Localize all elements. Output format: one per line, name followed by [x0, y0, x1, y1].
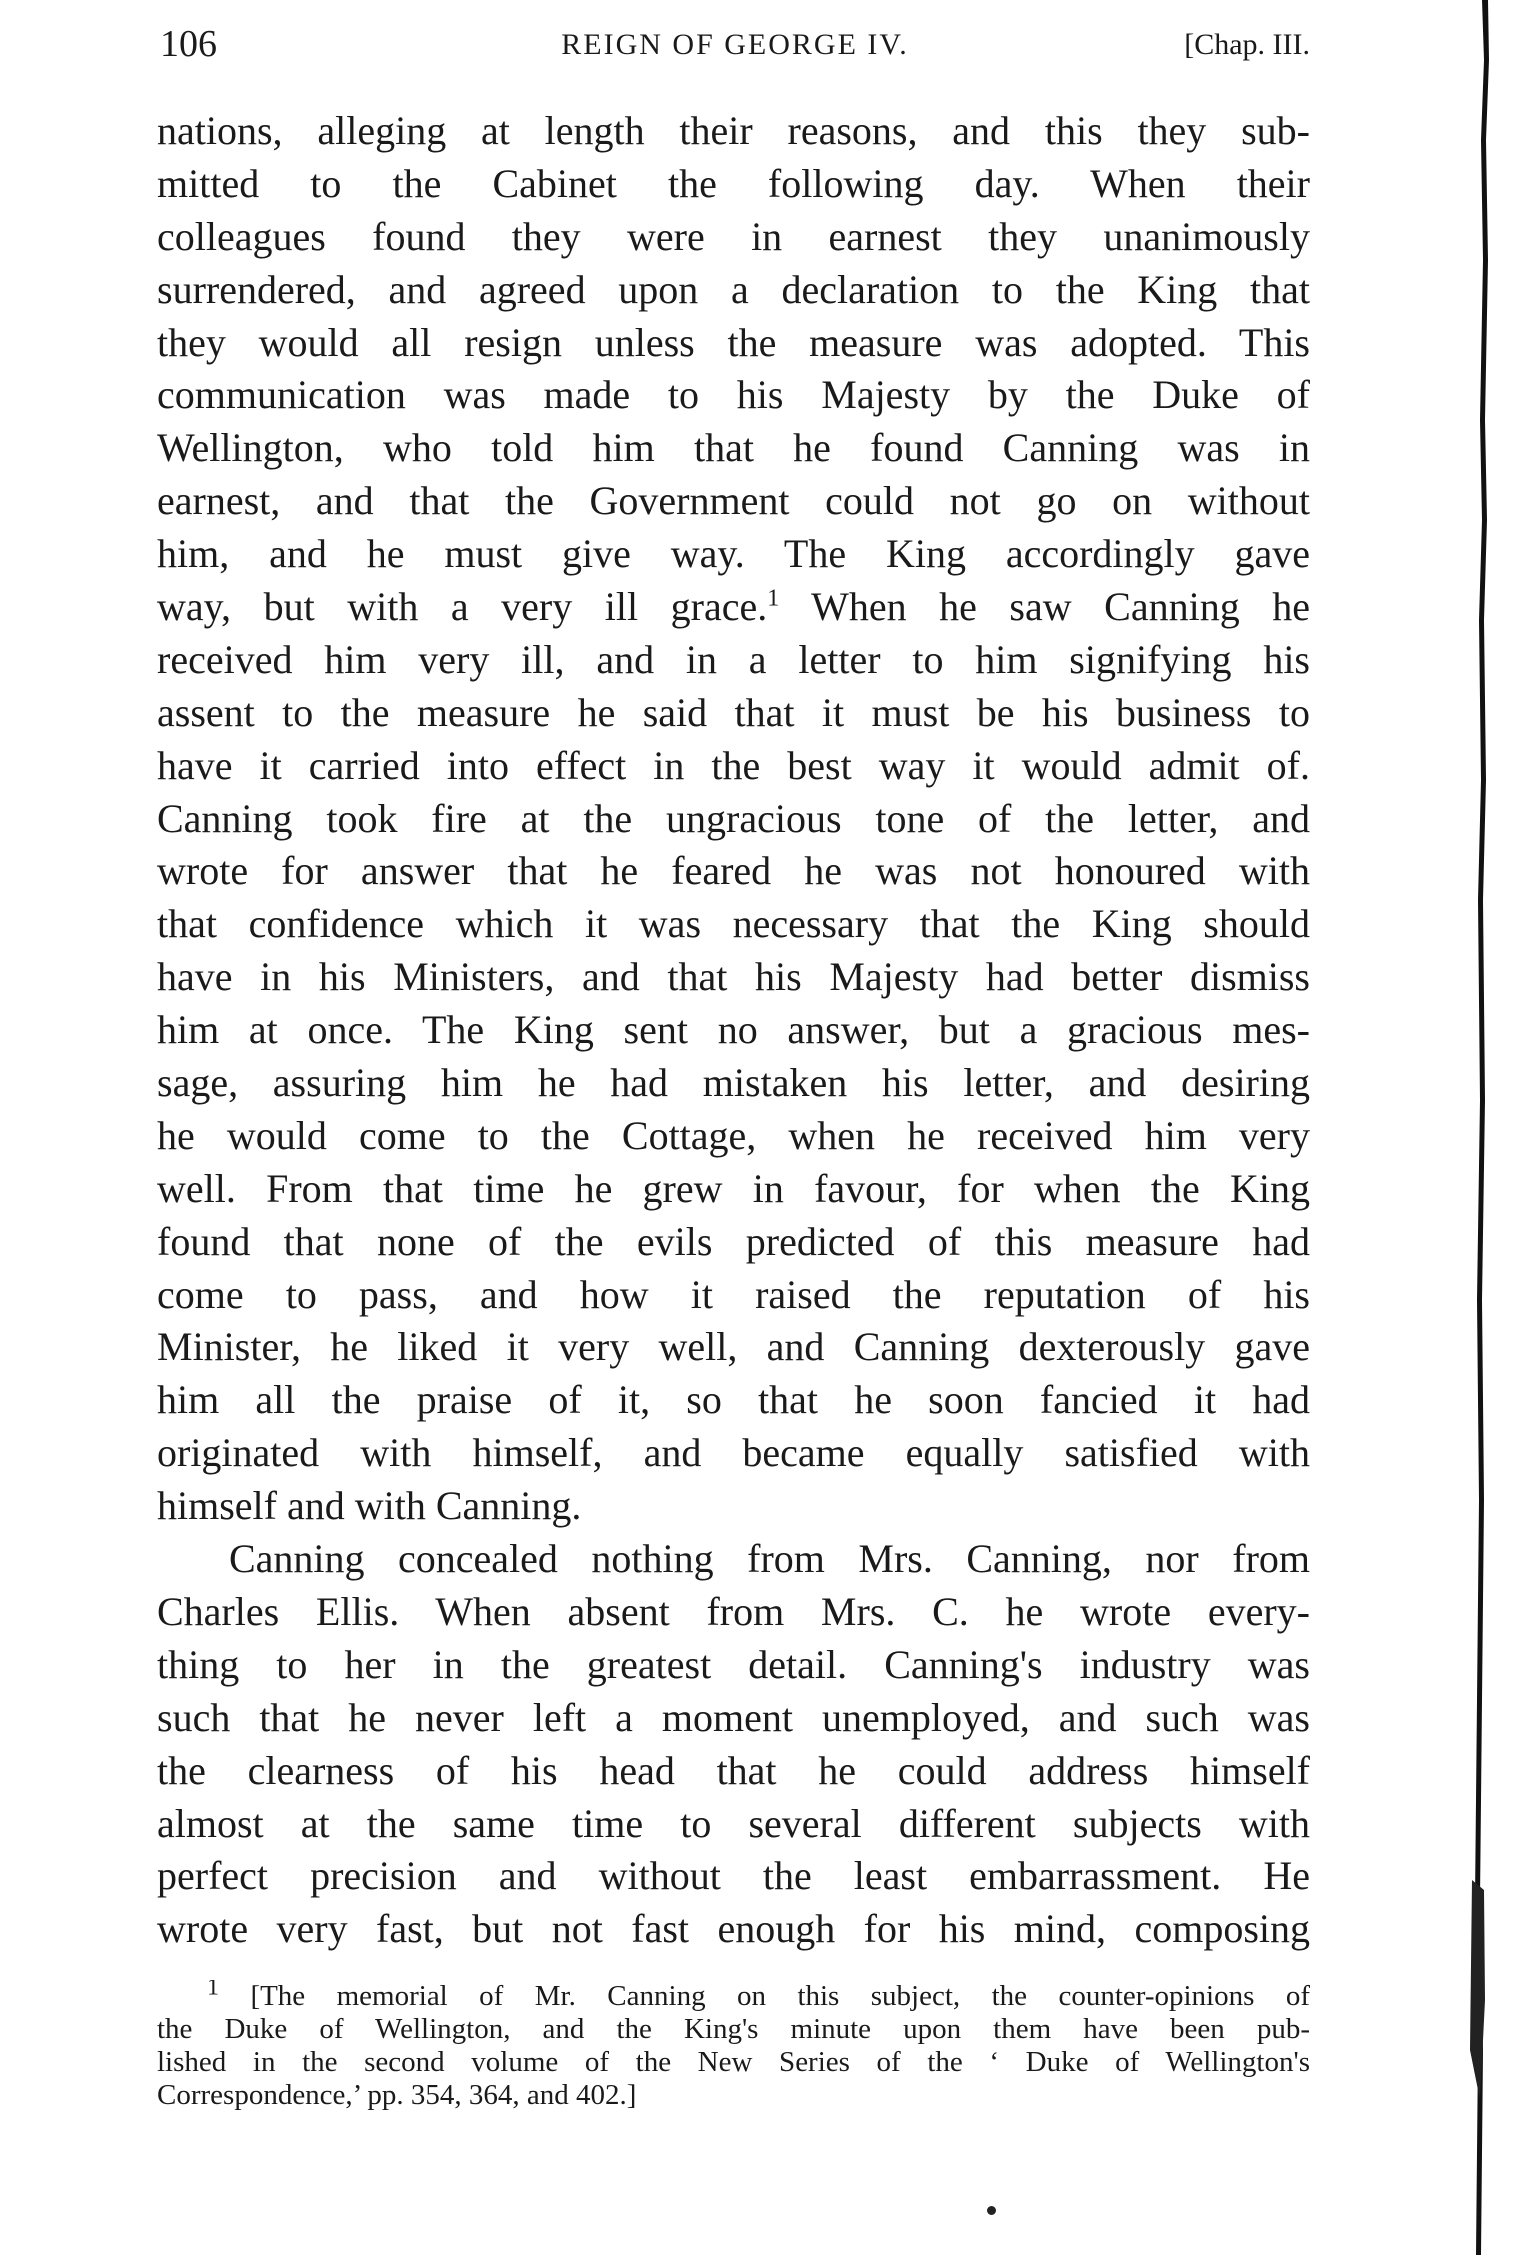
footnote [157, 1980, 1310, 2112]
ink-speck [987, 2206, 996, 2215]
text-line: sage, assuring him he had mistaken his letter, and desiring [157, 1060, 1310, 1106]
text-line: have it carried into effect in the best way it would admit of. [157, 742, 1310, 788]
text-line: come to pass, and how it raised the reputation of his [157, 1271, 1310, 1317]
text-line: have in his Ministers, and that his Majesty had better dismiss [157, 954, 1310, 1000]
text-line: they would all resign unless the measure was adopted. This [157, 319, 1310, 365]
text-line: nations, alleging at length their reasons, and this they sub- [157, 108, 1310, 153]
text-line: well. From that time he grew in favour, for when the King [157, 1165, 1310, 1211]
chapter-label: [Chap. III. [1184, 28, 1310, 61]
text-line: himself and with Canning. [157, 1483, 582, 1529]
footnote-line: lished in the second volume of the New Series of the ‘ Duke of Wellington's [157, 2046, 1310, 2078]
text-line: almost at the same time to several different subjects with [157, 1800, 1310, 1846]
text-line-with-footnote-ref [157, 581, 1310, 634]
footnote-marker: 1 [207, 1980, 219, 2001]
text-line: earnest, and that the Government could not go on without [157, 478, 1310, 524]
running-header [160, 22, 1310, 82]
text-line: Canning concealed nothing from Mrs. Canning, nor from [229, 1536, 1310, 1582]
text-line: such that he never left a moment unemployed, and such was [157, 1694, 1310, 1740]
text-line: wrote very fast, but not fast enough for his mind, composing [157, 1906, 1310, 1952]
text-line: Canning took fire at the ungracious tone of the letter, and [157, 795, 1310, 841]
text-line: found that none of the evils predicted of this measure had [157, 1218, 1310, 1264]
text-line: surrendered, and agreed upon a declaration to the King that [157, 266, 1310, 312]
text-line: originated with himself, and became equally satisfied with [157, 1430, 1310, 1476]
text-line: that confidence which it was necessary that the King should [157, 901, 1310, 947]
main-text [157, 105, 1310, 1956]
text-line: the clearness of his head that he could address himself [157, 1747, 1310, 1793]
text-line: received him very ill, and in a letter to him signifying his [157, 636, 1310, 682]
footnote-line: the Duke of Wellington, and the King's minute upon them have been pub- [157, 2013, 1310, 2045]
text-line: him at once. The King sent no answer, but a gracious mes- [157, 1007, 1310, 1053]
running-title: REIGN OF GEORGE IV. [561, 28, 909, 61]
footnote-text: [The memorial of Mr. Canning on this subject, the counter-opinions of [250, 1980, 1310, 2012]
text-line: colleagues found they were in earnest they unanimously [157, 213, 1310, 259]
text-line: Charles Ellis. When absent from Mrs. C. he wrote every- [157, 1588, 1310, 1634]
text-line: him, and he must give way. The King accordingly gave [157, 531, 1310, 577]
text-segment: When he saw Canning he [779, 584, 1310, 630]
text-segment: way, but with a very ill grace. [157, 584, 768, 630]
text-line: communication was made to his Majesty by the Duke of [157, 372, 1310, 418]
text-line: him all the praise of it, so that he soon fancied it had [157, 1377, 1310, 1423]
text-line: mitted to the Cabinet the following day. When their [157, 160, 1310, 206]
text-line: assent to the measure he said that it must be his business to [157, 689, 1310, 735]
page-number: 106 [160, 23, 217, 65]
text-line: he would come to the Cottage, when he received him very [157, 1112, 1310, 1158]
text-line: wrote for answer that he feared he was not honoured with [157, 848, 1310, 894]
text-line: perfect precision and without the least embarrassment. He [157, 1853, 1310, 1899]
page-binding-edge [1458, 0, 1498, 2255]
text-line: Minister, he liked it very well, and Canning dexterously gave [157, 1324, 1310, 1370]
footnote-line [157, 1980, 1310, 2013]
footnote-reference: 1 [767, 585, 780, 612]
text-line: Wellington, who told him that he found Canning was in [157, 425, 1310, 471]
text-line: thing to her in the greatest detail. Canning's industry was [157, 1641, 1310, 1687]
footnote-line: Correspondence,’ pp. 354, 364, and 402.] [157, 2079, 637, 2111]
